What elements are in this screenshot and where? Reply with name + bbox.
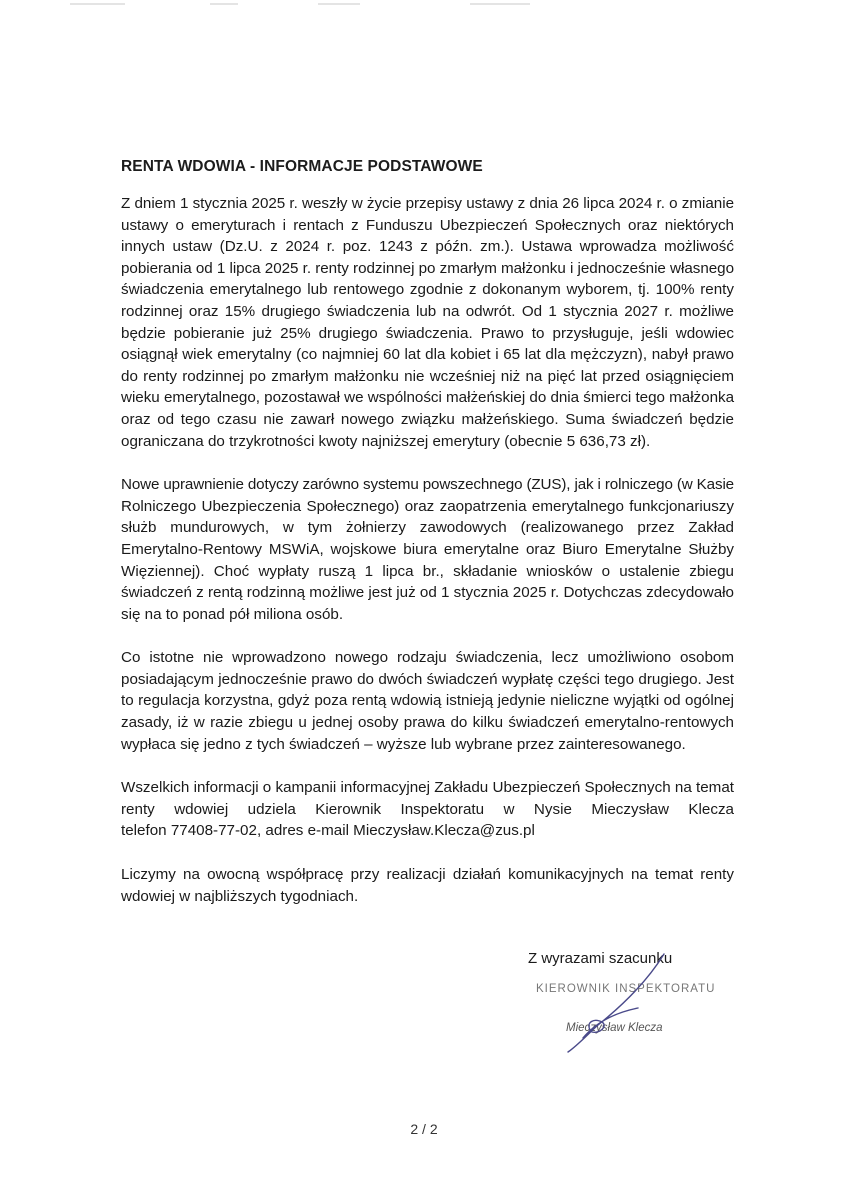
text-line: służb mundurowych, w tym żołnierzy zawodowych (realizowanego przez Zakład: [121, 519, 734, 537]
text-line: Wszelkich informacji o kampanii informacyjnej Zakładu Ubezpieczeń Społecznych na temat: [121, 779, 734, 797]
text-line: Nowe uprawnienie dotyczy zarówno systemu powszechnego (ZUS), jak i rolniczego (w Kasie: [121, 476, 734, 494]
text-line: świadczeń z rentą rodzinną możliwe jest już od 1 stycznia 2025 r. Dotychczas zdecydowało: [121, 584, 734, 602]
text-line: osiągnął wiek emerytalny (co najmniej 60 lat dla kobiet i 65 lat dla mężczyzn), nabył prawo: [121, 346, 734, 364]
text-line: wdowiej w najbliższych tygodniach.: [121, 887, 359, 905]
stamp-title: KIEROWNIK INSPEKTORATU: [536, 983, 716, 995]
paragraph: [121, 474, 734, 625]
text-line: będzie pobieranie już 25% drugiego świadczenia. Prawo to przysługuje, jeśli wdowiec: [121, 324, 734, 342]
text-line: zasady, iż w razie zbiegu u jednej osoby prawa do kilku świadczeń emerytalno-rentowych: [121, 714, 734, 732]
text-line: telefon 77408-77-02, adres e-mail Mieczysław.Klecza@zus.pl: [121, 822, 535, 840]
text-line: Z dniem 1 stycznia 2025 r. weszły w życie przepisy ustawy z dnia 26 lipca 2024 r. o zmianie: [121, 195, 734, 212]
text-line: do renty rodzinnej po zmarłym małżonku nie wcześniej niż na pięć lat przed osiągnięciem: [121, 367, 734, 385]
text-line: to regulacja korzystna, gdyż poza rentą wdowią istnieją jedynie nieliczne wyjątki od ogólnej: [121, 692, 734, 710]
text-line: wypłaca się jedno z tych świadczeń – wyższe lub wybrane przez zainteresowanego.: [121, 735, 686, 753]
paragraph: [121, 777, 734, 842]
document-body: [121, 158, 734, 929]
text-line: rodzinnej oraz 15% drugiego świadczenia lub na odwrót. Od 1 stycznia 2027 r. możliwe: [121, 302, 734, 320]
signature-icon: [528, 950, 748, 1060]
stamp-name: Mieczysław Klecza: [566, 1022, 663, 1034]
text-line: innych ustaw (Dz.U. z 2024 r. poz. 1243 z późn. zm.). Ustawa wprowadza możliwość: [121, 238, 734, 256]
text-line: się na to ponad pół miliona osób.: [121, 605, 344, 623]
text-line: Liczymy na owocną współpracę przy realizacji działań komunikacyjnych na temat renty: [121, 866, 734, 884]
paragraph: [121, 193, 734, 452]
text-line: pobierania od 1 lipca 2025 r. renty rodzinnej po zmarłym małżonku i jednocześnie własnego: [121, 259, 734, 277]
text-line: ustawy o emeryturach i rentach z Funduszu Ubezpieczeń Społecznych oraz niektórych: [121, 216, 734, 234]
text-line: Rolniczego Ubezpieczenia Społecznego) oraz zaopatrzenia emerytalnego funkcjonariuszy: [121, 497, 734, 515]
text-line: wieku emerytalnego, pozostawał we wspólności małżeńskiej do dnia śmierci tego małżonka: [121, 389, 734, 407]
closing-block: [528, 950, 748, 1060]
paragraphs: [121, 193, 734, 907]
paragraph: [121, 864, 734, 907]
document-title: RENTA WDOWIA - INFORMACJE PODSTAWOWE: [121, 158, 483, 175]
text-line: ograniczana do trzykrotności kwoty najniższej emerytury (obecnie 5 636,73 zł).: [121, 432, 651, 450]
text-line: Więziennej). Choć wypłaty ruszą 1 lipca br., składanie wniosków o ustalenie zbiegu: [121, 562, 734, 580]
text-line: oraz od tego czasu nie zawarł nowego związku małżeńskiego. Suma świadczeń będzie: [121, 410, 734, 428]
page-number: 2 / 2: [410, 1121, 438, 1137]
text-line: świadczenia emerytalnego lub rentowego zgodnie z dokonanym wyborem, tj. 100% renty: [121, 281, 734, 299]
text-line: Emerytalno-Rentowy MSWiA, wojskowe biura emerytalne oraz Biuro Emerytalne Służby: [121, 540, 734, 558]
text-line: posiadającym jednocześnie prawo do dwóch świadczeń wypłatę części tego drugiego. Jest: [121, 670, 734, 688]
paragraph: [121, 647, 734, 755]
closing-greeting: Z wyrazami szacunku: [528, 950, 673, 967]
scan-edge-marks: [0, 3, 848, 7]
text-line: Co istotne nie wprowadzono nowego rodzaju świadczenia, lecz umożliwiono osobom: [121, 649, 734, 667]
text-line: renty wdowiej udziela Kierownik Inspektoratu w Nysie Mieczysław Klecza: [121, 800, 734, 818]
